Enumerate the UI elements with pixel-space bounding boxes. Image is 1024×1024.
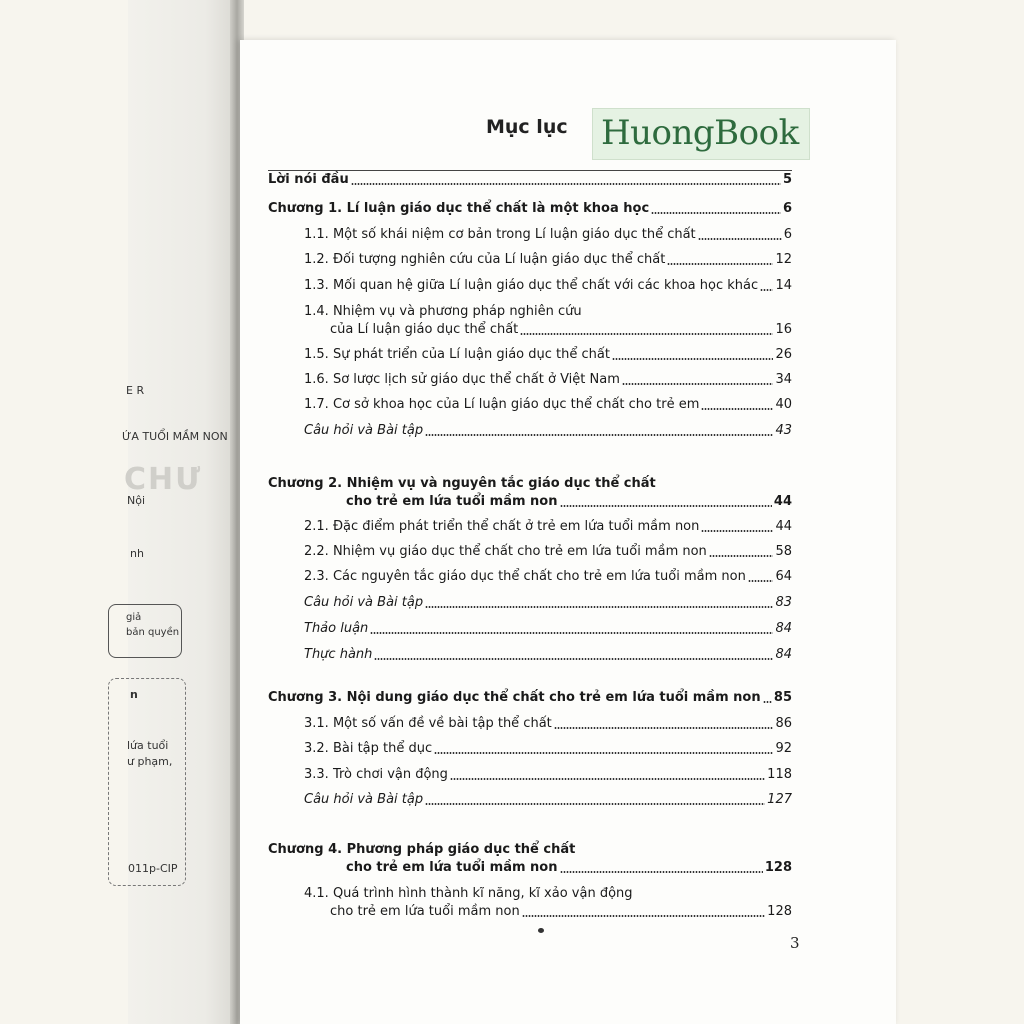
toc-page: 34: [775, 372, 792, 387]
toc-entry[interactable]: 1.2. Đối tượng nghiên cứu của Lí luận giáo dục thể chất 12: [304, 252, 792, 267]
toc-page: 128: [767, 904, 792, 919]
toc-entry[interactable]: 2.2. Nhiệm vụ giáo dục thể chất cho trẻ em lứa tuổi mầm non 58: [304, 544, 792, 559]
toc-entry[interactable]: Lời nói đầu 5: [268, 172, 792, 187]
left-fragment: E R: [126, 384, 145, 397]
toc-page: 44: [773, 494, 792, 509]
watermark-stamp: [592, 108, 810, 160]
toc-entry[interactable]: Thực hành 84: [304, 647, 792, 662]
toc-page: 43: [775, 423, 792, 438]
toc-page: 40: [775, 397, 792, 412]
toc-page: 6: [783, 227, 792, 242]
toc-entry[interactable]: 1.3. Mối quan hệ giữa Lí luận giáo dục thể chất với các khoa học khác 14: [304, 278, 792, 293]
toc-page: 83: [775, 595, 792, 610]
toc-entry[interactable]: cho trẻ em lứa tuổi mầm non 44: [346, 494, 792, 509]
left-fragment: Nội: [127, 494, 146, 507]
toc-entry[interactable]: Chương 1. Lí luận giáo dục thể chất là một khoa học 6: [268, 201, 792, 216]
toc-entry[interactable]: 3.3. Trò chơi vận động 118: [304, 767, 792, 782]
left-fragment: 011p-CIP: [128, 862, 178, 875]
ink-smudge: [538, 928, 544, 933]
toc-page: 44: [775, 519, 792, 534]
page-title: Mục lục: [486, 116, 568, 138]
left-fragment: ỨA TUỔI MẦM NON: [122, 430, 228, 443]
toc-entry[interactable]: 3.2. Bài tập thể dục 92: [304, 741, 792, 756]
toc-page: 86: [775, 716, 792, 731]
toc-entry[interactable]: 3.1. Một số vấn đề về bài tập thể chất 86: [304, 716, 792, 731]
left-fragment: lứa tuổi: [127, 739, 169, 752]
toc-page: 85: [773, 690, 792, 705]
toc-page: 92: [775, 741, 792, 756]
toc-entry[interactable]: của Lí luận giáo dục thể chất 16: [330, 322, 792, 337]
toc-entry[interactable]: Câu hỏi và Bài tập 83: [304, 595, 792, 610]
toc-page: 128: [764, 860, 792, 875]
toc-page: 14: [775, 278, 792, 293]
toc-entry[interactable]: Thảo luận 84: [304, 621, 792, 636]
toc-page: 84: [775, 647, 792, 662]
watermark-text: HuongBook: [601, 113, 799, 153]
toc-page: 64: [775, 569, 792, 584]
left-facing-page: [122, 0, 238, 1024]
toc-entry-line1: Chương 4. Phương pháp giáo dục thể chất: [268, 842, 576, 857]
toc-entry[interactable]: Câu hỏi và Bài tập 127: [304, 792, 792, 807]
toc-entry[interactable]: 2.1. Đặc điểm phát triển thể chất ở trẻ em lứa tuổi mầm non 44: [304, 519, 792, 534]
toc-entry-line1: Chương 2. Nhiệm vụ và nguyên tắc giáo dục thể chất: [268, 476, 656, 491]
toc-entry[interactable]: 1.6. Sơ lược lịch sử giáo dục thể chất ở Việt Nam 34: [304, 372, 792, 387]
toc-page: 118: [767, 767, 792, 782]
toc-page: 58: [775, 544, 792, 559]
toc-entry[interactable]: Câu hỏi và Bài tập 43: [304, 423, 792, 438]
toc-entry[interactable]: cho trẻ em lứa tuổi mầm non 128: [330, 904, 792, 919]
toc-entry-line1: 1.4. Nhiệm vụ và phương pháp nghiên cứu: [304, 304, 582, 319]
toc-page: 127: [767, 792, 792, 807]
title-rule: [268, 170, 792, 171]
toc-entry[interactable]: cho trẻ em lứa tuổi mầm non 128: [346, 860, 792, 875]
left-fragment: giả: [126, 612, 142, 623]
left-fragment: bản quyền: [126, 627, 180, 638]
left-fragment: n: [130, 688, 138, 701]
toc-entry[interactable]: 1.1. Một số khái niệm cơ bản trong Lí luận giáo dục thể chất 6: [304, 227, 792, 242]
left-fragment: ư phạm,: [127, 755, 173, 768]
page-number: 3: [790, 934, 800, 952]
toc-page: 12: [775, 252, 792, 267]
toc-entry[interactable]: 1.5. Sự phát triển của Lí luận giáo dục thể chất 26: [304, 347, 792, 362]
toc-entry-line1: 4.1. Quá trình hình thành kĩ năng, kĩ xảo vận động: [304, 886, 633, 901]
toc-entry[interactable]: 1.7. Cơ sở khoa học của Lí luận giáo dục thể chất cho trẻ em 40: [304, 397, 792, 412]
left-dashed-box: [108, 678, 186, 886]
toc-page: 16: [775, 322, 792, 337]
toc-page: 84: [775, 621, 792, 636]
left-fragment: CHƯ: [124, 462, 203, 497]
toc-page: 5: [782, 172, 792, 187]
left-fragment: nh: [130, 547, 144, 560]
toc-entry[interactable]: Chương 3. Nội dung giáo dục thể chất cho trẻ em lứa tuổi mầm non 85: [268, 690, 792, 705]
toc-page: 26: [775, 347, 792, 362]
toc-page: 6: [782, 201, 792, 216]
toc-entry[interactable]: 2.3. Các nguyên tắc giáo dục thể chất cho trẻ em lứa tuổi mầm non 64: [304, 569, 792, 584]
